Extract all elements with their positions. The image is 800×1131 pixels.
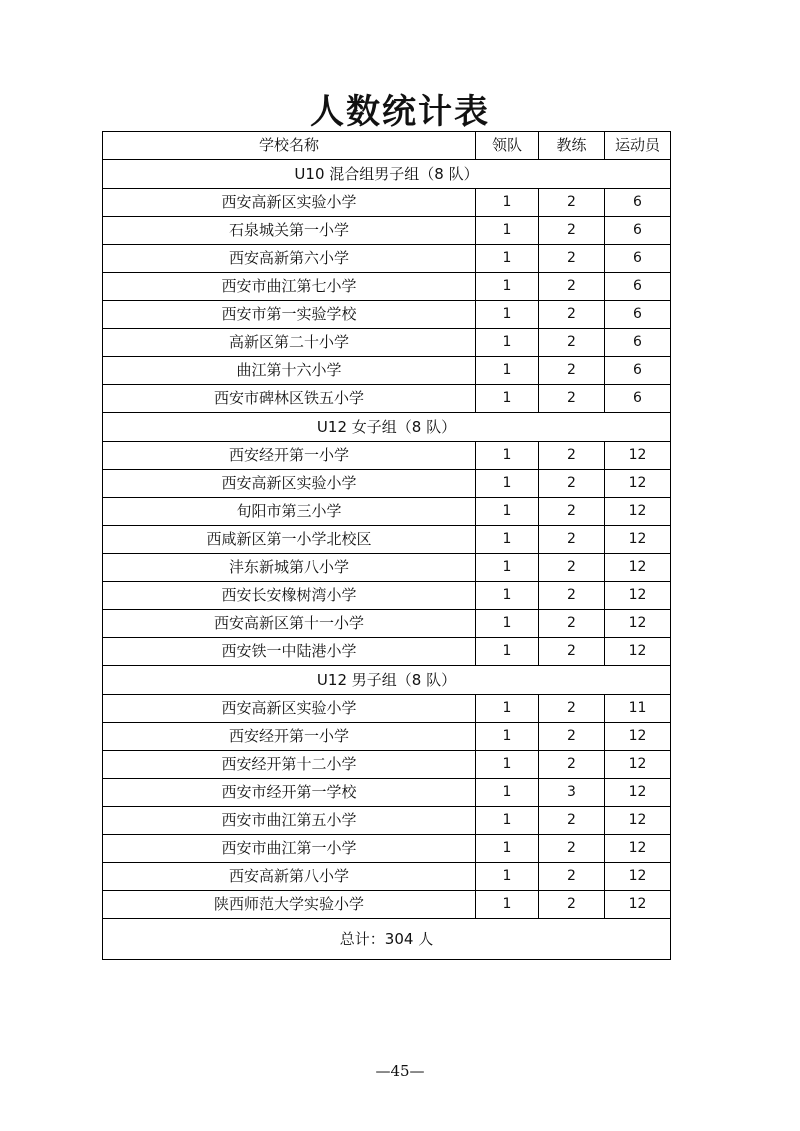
header-row: [103, 132, 671, 160]
coach-cell: 2: [539, 301, 605, 329]
coach-cell: 2: [539, 526, 605, 554]
page-title: 人数统计表: [310, 92, 490, 132]
leader-cell: 1: [476, 217, 539, 245]
group-title: U12 男子组（8 队）: [103, 666, 671, 695]
leader-cell: 1: [476, 723, 539, 751]
school-cell: 西安市曲江第七小学: [103, 273, 476, 301]
leader-cell: 1: [476, 273, 539, 301]
school-cell: 高新区第二十小学: [103, 329, 476, 357]
coach-cell: 2: [539, 863, 605, 891]
leader-cell: 1: [476, 891, 539, 919]
school-cell: 石泉城关第一小学: [103, 217, 476, 245]
leader-cell: 1: [476, 554, 539, 582]
leader-cell: 1: [476, 470, 539, 498]
school-cell: 西安高新区第十一小学: [103, 610, 476, 638]
coach-cell: 2: [539, 217, 605, 245]
school-cell: 西安高新第八小学: [103, 863, 476, 891]
school-cell: 西安市第一实验学校: [103, 301, 476, 329]
school-cell: 西安市碑林区铁五小学: [103, 385, 476, 413]
athlete-cell: 6: [605, 357, 671, 385]
coach-cell: 2: [539, 470, 605, 498]
table-row: [103, 835, 671, 863]
leader-cell: 1: [476, 442, 539, 470]
table-body: [103, 160, 671, 919]
school-cell: 西安市经开第一学校: [103, 779, 476, 807]
school-cell: 西安高新第六小学: [103, 245, 476, 273]
leader-cell: 1: [476, 385, 539, 413]
header-leader: 领队: [476, 132, 539, 160]
athlete-cell: 6: [605, 301, 671, 329]
athlete-cell: 12: [605, 723, 671, 751]
table-row: [103, 301, 671, 329]
coach-cell: 2: [539, 891, 605, 919]
leader-cell: 1: [476, 357, 539, 385]
school-cell: 西安经开第一小学: [103, 723, 476, 751]
athlete-cell: 6: [605, 385, 671, 413]
coach-cell: 2: [539, 695, 605, 723]
table-row: [103, 385, 671, 413]
header-coach: 教练: [539, 132, 605, 160]
athlete-cell: 6: [605, 273, 671, 301]
athlete-cell: 12: [605, 498, 671, 526]
athlete-cell: 6: [605, 217, 671, 245]
table-row: [103, 526, 671, 554]
leader-cell: 1: [476, 301, 539, 329]
school-cell: 西安经开第一小学: [103, 442, 476, 470]
table-row: [103, 695, 671, 723]
coach-cell: 2: [539, 807, 605, 835]
table-row: [103, 217, 671, 245]
athlete-cell: 12: [605, 582, 671, 610]
athlete-cell: 6: [605, 329, 671, 357]
total-count: 总计：304 人: [103, 919, 671, 960]
table-row: [103, 723, 671, 751]
coach-cell: 2: [539, 498, 605, 526]
leader-cell: 1: [476, 835, 539, 863]
group-header-row: [103, 413, 671, 442]
athlete-cell: 6: [605, 189, 671, 217]
school-cell: 西安高新区实验小学: [103, 695, 476, 723]
coach-cell: 2: [539, 189, 605, 217]
group-title: U12 女子组（8 队）: [103, 413, 671, 442]
leader-cell: 1: [476, 189, 539, 217]
leader-cell: 1: [476, 498, 539, 526]
coach-cell: 2: [539, 442, 605, 470]
coach-cell: 2: [539, 835, 605, 863]
school-cell: 西安市曲江第五小学: [103, 807, 476, 835]
school-cell: 西安高新区实验小学: [103, 189, 476, 217]
athlete-cell: 12: [605, 442, 671, 470]
leader-cell: 1: [476, 245, 539, 273]
athlete-cell: 12: [605, 554, 671, 582]
table-row: [103, 807, 671, 835]
table-row: [103, 554, 671, 582]
coach-cell: 2: [539, 329, 605, 357]
coach-cell: 3: [539, 779, 605, 807]
header-school: 学校名称: [103, 132, 476, 160]
group-header-row: [103, 666, 671, 695]
header-athlete: 运动员: [605, 132, 671, 160]
table-row: [103, 582, 671, 610]
group-header-row: [103, 160, 671, 189]
coach-cell: 2: [539, 273, 605, 301]
leader-cell: 1: [476, 695, 539, 723]
school-cell: 沣东新城第八小学: [103, 554, 476, 582]
leader-cell: 1: [476, 582, 539, 610]
table-row: [103, 638, 671, 666]
coach-cell: 2: [539, 751, 605, 779]
athlete-cell: 12: [605, 835, 671, 863]
table-row: [103, 189, 671, 217]
coach-cell: 2: [539, 582, 605, 610]
table-row: [103, 357, 671, 385]
group-title: U10 混合组男子组（8 队）: [103, 160, 671, 189]
coach-cell: 2: [539, 638, 605, 666]
table-row: [103, 245, 671, 273]
athlete-cell: 12: [605, 610, 671, 638]
table-row: [103, 779, 671, 807]
athlete-cell: 12: [605, 891, 671, 919]
leader-cell: 1: [476, 751, 539, 779]
school-cell: 西安长安橡树湾小学: [103, 582, 476, 610]
athlete-cell: 12: [605, 779, 671, 807]
table-row: [103, 610, 671, 638]
leader-cell: 1: [476, 638, 539, 666]
table-row: [103, 891, 671, 919]
leader-cell: 1: [476, 863, 539, 891]
athlete-cell: 12: [605, 526, 671, 554]
leader-cell: 1: [476, 610, 539, 638]
school-cell: 西安铁一中陆港小学: [103, 638, 476, 666]
school-cell: 西咸新区第一小学北校区: [103, 526, 476, 554]
table-row: [103, 442, 671, 470]
athlete-cell: 6: [605, 245, 671, 273]
coach-cell: 2: [539, 245, 605, 273]
total-row: [103, 919, 671, 960]
athlete-cell: 12: [605, 470, 671, 498]
school-cell: 旬阳市第三小学: [103, 498, 476, 526]
table-row: [103, 470, 671, 498]
athlete-cell: 12: [605, 863, 671, 891]
coach-cell: 2: [539, 723, 605, 751]
athlete-cell: 12: [605, 751, 671, 779]
leader-cell: 1: [476, 779, 539, 807]
table-row: [103, 498, 671, 526]
table-row: [103, 329, 671, 357]
athlete-cell: 12: [605, 638, 671, 666]
coach-cell: 2: [539, 610, 605, 638]
leader-cell: 1: [476, 807, 539, 835]
leader-cell: 1: [476, 526, 539, 554]
coach-cell: 2: [539, 554, 605, 582]
school-cell: 曲江第十六小学: [103, 357, 476, 385]
school-cell: 陕西师范大学实验小学: [103, 891, 476, 919]
leader-cell: 1: [476, 329, 539, 357]
table-row: [103, 751, 671, 779]
school-cell: 西安高新区实验小学: [103, 470, 476, 498]
coach-cell: 2: [539, 357, 605, 385]
school-cell: 西安市曲江第一小学: [103, 835, 476, 863]
table-row: [103, 863, 671, 891]
table-row: [103, 273, 671, 301]
page-number: —45—: [375, 1062, 425, 1080]
coach-cell: 2: [539, 385, 605, 413]
athlete-cell: 11: [605, 695, 671, 723]
school-cell: 西安经开第十二小学: [103, 751, 476, 779]
statistics-table: [102, 131, 671, 960]
athlete-cell: 12: [605, 807, 671, 835]
